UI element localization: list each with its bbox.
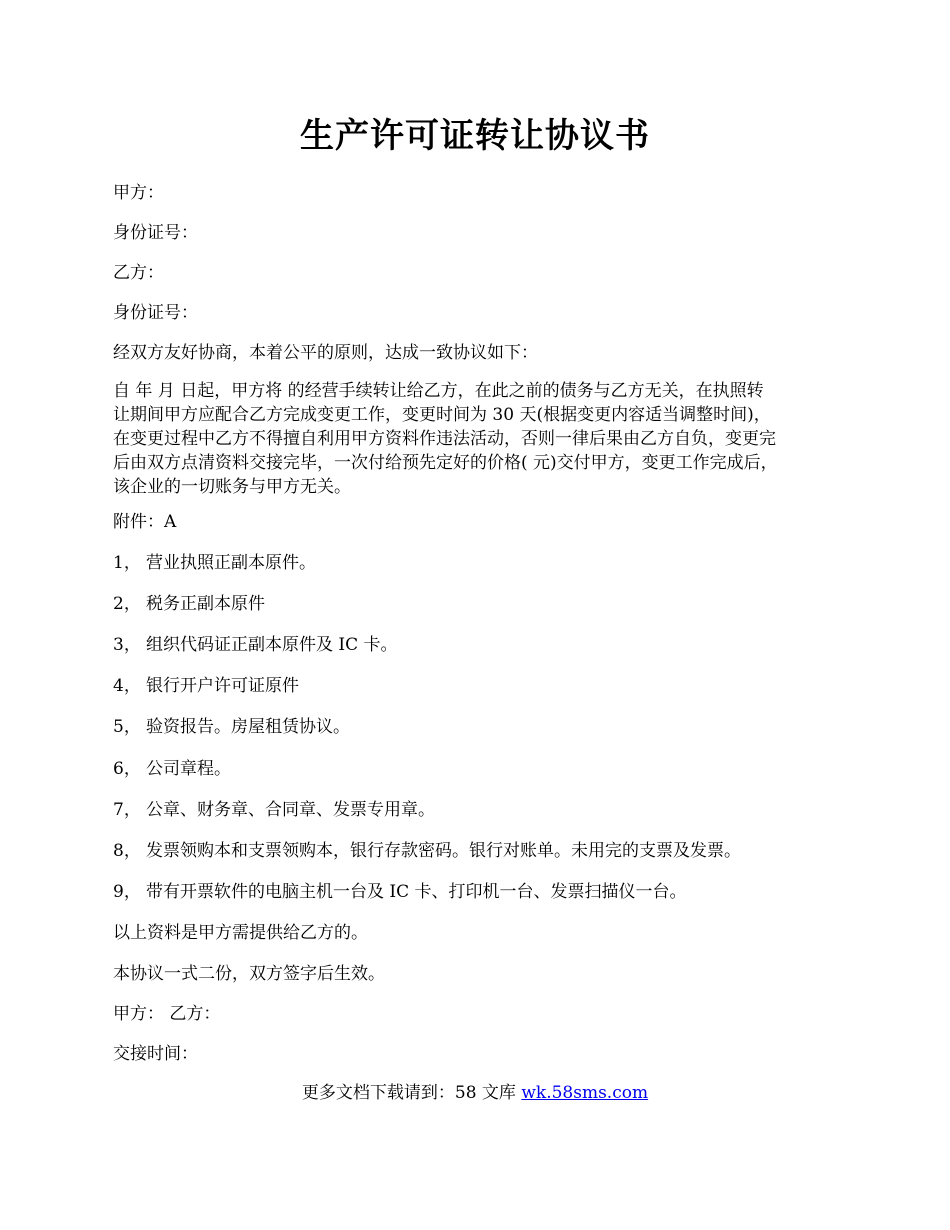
agreement-body-paragraph — [113, 379, 848, 499]
footer-text: 更多文档下载请到：58 文库 — [301, 1083, 522, 1103]
attachment-text: 公司章程。 — [146, 759, 231, 779]
attachment-item — [113, 881, 687, 903]
provided-note: 以上资料是甲方需提供给乙方的。 — [113, 923, 368, 943]
party-b-id-label: 身份证号： — [113, 303, 198, 323]
body-line: 自 年 月 日起，甲方将 的经营手续转让给乙方，在此之前的债务与乙方无关，在执照转 — [113, 381, 764, 401]
party-a-id-label: 身份证号： — [113, 223, 198, 243]
intro-paragraph: 经双方友好协商，本着公平的原则，达成一致协议如下： — [113, 343, 538, 363]
attachment-text: 营业执照正副本原件。 — [146, 553, 316, 573]
footer-link[interactable]: wk.58sms.com — [521, 1083, 649, 1103]
attachment-label: 附件：A — [113, 512, 177, 532]
attachment-number: 5， — [113, 717, 141, 737]
attachment-number: 2， — [113, 594, 141, 614]
attachment-item — [113, 634, 398, 656]
attachment-number: 9， — [113, 882, 141, 902]
signature-line: 甲方： 乙方： — [113, 1004, 221, 1024]
attachment-number: 1， — [113, 553, 141, 573]
document-title: 生产许可证转让协议书 — [300, 116, 650, 156]
attachment-item — [113, 675, 299, 697]
attachment-text: 公章、财务章、合同章、发票专用章。 — [146, 800, 435, 820]
party-a-label: 甲方： — [113, 183, 164, 203]
attachment-number: 6， — [113, 759, 141, 779]
copies-note: 本协议一式二份，双方签字后生效。 — [113, 964, 385, 984]
attachment-item — [113, 716, 350, 738]
attachment-number: 8， — [113, 841, 141, 861]
attachment-number: 4， — [113, 676, 141, 696]
handover-time-label: 交接时间： — [113, 1044, 198, 1064]
body-line: 在变更过程中乙方不得擅自利用甲方资料作违法活动，否则一律后果由乙方自负，变更完 — [113, 429, 776, 449]
footer — [0, 1082, 950, 1104]
attachment-number: 7， — [113, 800, 141, 820]
attachment-number: 3， — [113, 635, 141, 655]
attachment-text: 发票领购本和支票领购本，银行存款密码。银行对账单。未用完的支票及发票。 — [146, 841, 741, 861]
attachment-text: 税务正副本原件 — [146, 594, 265, 614]
body-line: 该企业的一切账务与甲方无关。 — [113, 477, 351, 497]
attachment-item — [113, 840, 741, 862]
attachment-text: 带有开票软件的电脑主机一台及 IC 卡、打印机一台、发票扫描仪一台。 — [146, 882, 687, 902]
attachment-item — [113, 799, 435, 821]
body-line: 后由双方点清资料交接完毕，一次付给预先定好的价格( 元)交付甲方，变更工作完成后， — [113, 453, 778, 473]
attachment-item — [113, 758, 231, 780]
attachment-item — [113, 552, 316, 574]
body-line: 让期间甲方应配合乙方完成变更工作，变更时间为 30 天(根据变更内容适当调整时间)， — [113, 405, 771, 425]
attachment-text: 银行开户许可证原件 — [146, 676, 299, 696]
attachment-text: 验资报告。房屋租赁协议。 — [146, 717, 350, 737]
attachment-text: 组织代码证正副本原件及 IC 卡。 — [146, 635, 398, 655]
party-b-label: 乙方： — [113, 263, 164, 283]
attachment-item — [113, 593, 265, 615]
